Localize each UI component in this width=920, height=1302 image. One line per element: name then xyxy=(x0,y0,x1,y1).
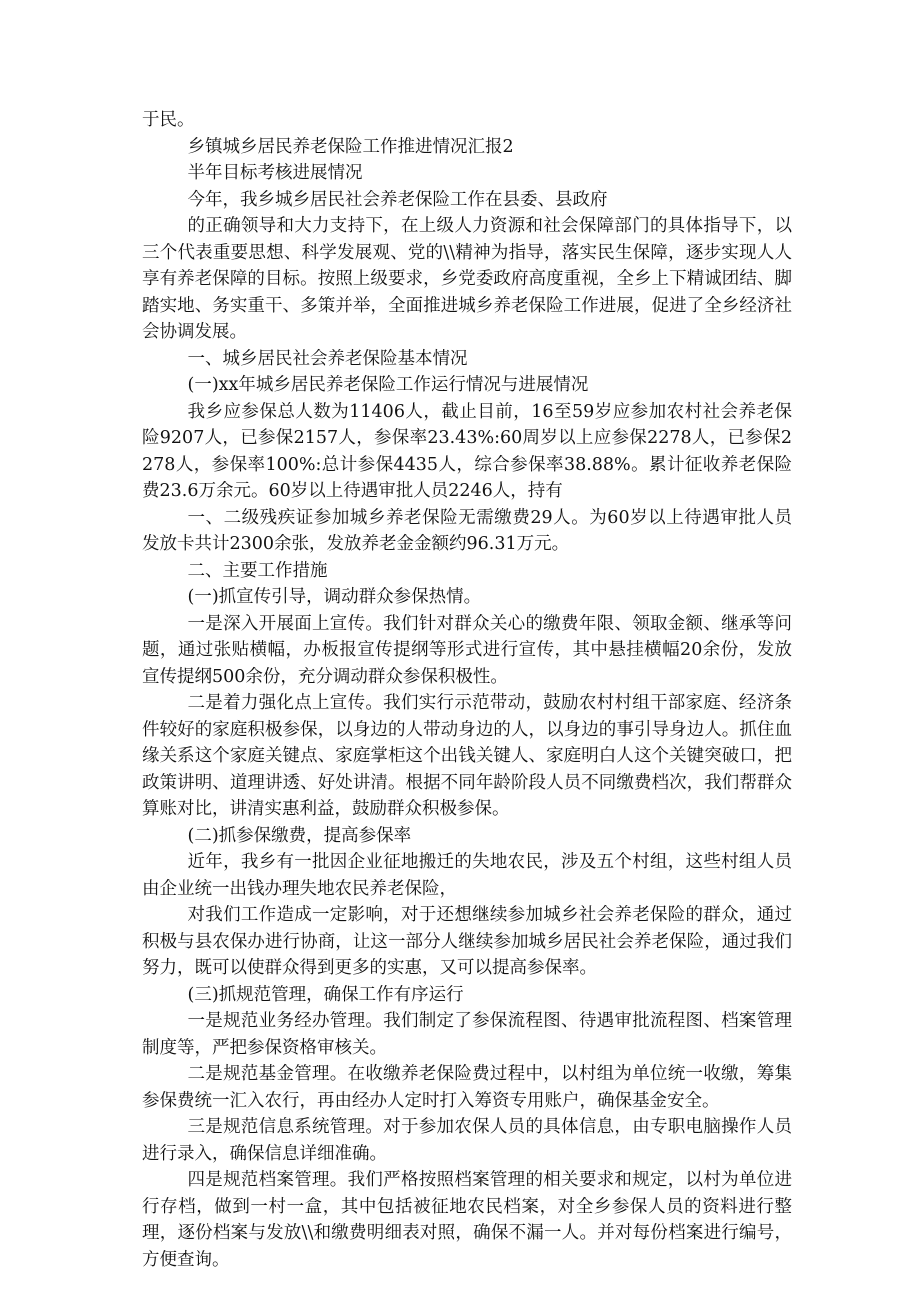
management-paragraph-3: 三是规范信息系统管理。对于参加农保人员的具体信息，由专职电脑操作人员进行录入，确保信息详细准确。 xyxy=(142,1117,792,1164)
section-heading-2: 二、主要工作措施 xyxy=(187,560,328,581)
intro-paragraph-2: 的正确领导和大力支持下，在上级人力资源和社会保障部门的具体指导下，以三个代表重要思想、科学发展观、党的\\精神为指导，落实民生保障，逐步实现人人享有养老保障的目标。按照上级要求，乡党委政府高度重视，全乡上下精诚团结、脚踏实地、务实重干、多策并举，全面推进城乡养老保险工作进展，促进了全乡经济社会协调发展。 xyxy=(142,216,792,342)
management-paragraph-1: 一是规范业务经办管理。我们制定了参保流程图、待遇审批流程图、档案管理制度等，严把参保资格审核关。 xyxy=(142,1011,792,1058)
landless-farmers-paragraph: 近年，我乡有一批因企业征地搬迁的失地农民，涉及五个村组，这些村组人员由企业统一出钱办理失地农民养老保险， xyxy=(142,852,792,899)
publicity-paragraph-1: 一是深入开展面上宣传。我们针对群众关心的缴费年限、领取金额、继承等问题，通过张贴横幅，办板报宣传提纲等形式进行宣传，其中悬挂横幅20余份，发放宣传提纲500余份，充分调动群众参保积极性。 xyxy=(142,613,792,687)
subsection-heading-2-1: (一)抓宣传引导，调动群众参保热情。 xyxy=(187,587,482,607)
management-paragraph-2: 二是规范基金管理。在收缴养老保险费过程中，以村组为单位统一收缴，筹集参保费统一汇入农行，再由经办人定时打入筹资专用账户，确保基金安全。 xyxy=(142,1064,792,1111)
paragraph-continuation: 于民。 xyxy=(142,110,195,130)
disability-paragraph: 一、二级残疾证参加城乡养老保险无需缴费29人。为60岁以上待遇审批人员发放卡共计2300余张，发放养老金金额约96.31万元。 xyxy=(142,507,792,554)
document-body xyxy=(142,107,792,1273)
statistics-paragraph: 我乡应参保总人数为11406人，截止目前，16至59岁应参加农村社会养老保险9207人，已参保2157人，参保率23.43%:60周岁以上应参保2278人，已参保2278人，参保率100%:总计参保4435人，综合参保率38.88%。累计征收养老保险费23.6万余元。60岁以上待遇审批人员2246人，持有 xyxy=(142,401,792,501)
section-heading-1: 一、城乡居民社会养老保险基本情况 xyxy=(187,348,468,369)
report-subtitle: 半年目标考核进展情况 xyxy=(187,163,363,183)
management-paragraph-4: 四是规范档案管理。我们严格按照档案管理的相关要求和规定，以村为单位进行存档，做到一村一盒，其中包括被征地农民档案，对全乡参保人员的资料进行整理，逐份档案与发放\\和缴费明细表对照，确保不漏一人。并对每份档案进行编号，方便查询。 xyxy=(142,1170,792,1270)
report-title: 乡镇城乡居民养老保险工作推进情况汇报2 xyxy=(187,136,514,157)
intro-paragraph-1: 今年，我乡城乡居民社会养老保险工作在县委、县政府 xyxy=(187,189,608,210)
coordination-paragraph: 对我们工作造成一定影响，对于还想继续参加城乡社会养老保险的群众，通过积极与县农保办进行协商，让这一部分人继续参加城乡居民社会养老保险，通过我们努力，既可以使群众得到更多的实惠，又可以提高参保率。 xyxy=(142,905,792,978)
publicity-paragraph-2: 二是着力强化点上宣传。我们实行示范带动，鼓励农村村组干部家庭、经济条件较好的家庭积极参保，以身边的人带动身边的人，以身边的事引导身边人。抓住血缘关系这个家庭关键点、家庭掌柜这个出钱关键人、家庭明白人这个关键突破口，把政策讲明、道理讲透、好处讲清。根据不同年龄阶段人员不同缴费档次，我们帮群众算账对比，讲清实惠利益，鼓励群众积极参保。 xyxy=(142,693,792,819)
subsection-heading-2-3: (三)抓规范管理，确保工作有序运行 xyxy=(187,984,464,1005)
subsection-heading-2-2: (二)抓参保缴费，提高参保率 xyxy=(187,825,412,846)
subsection-heading-1-1: (一)xx年城乡居民养老保险工作运行情况与进展情况 xyxy=(187,375,589,395)
